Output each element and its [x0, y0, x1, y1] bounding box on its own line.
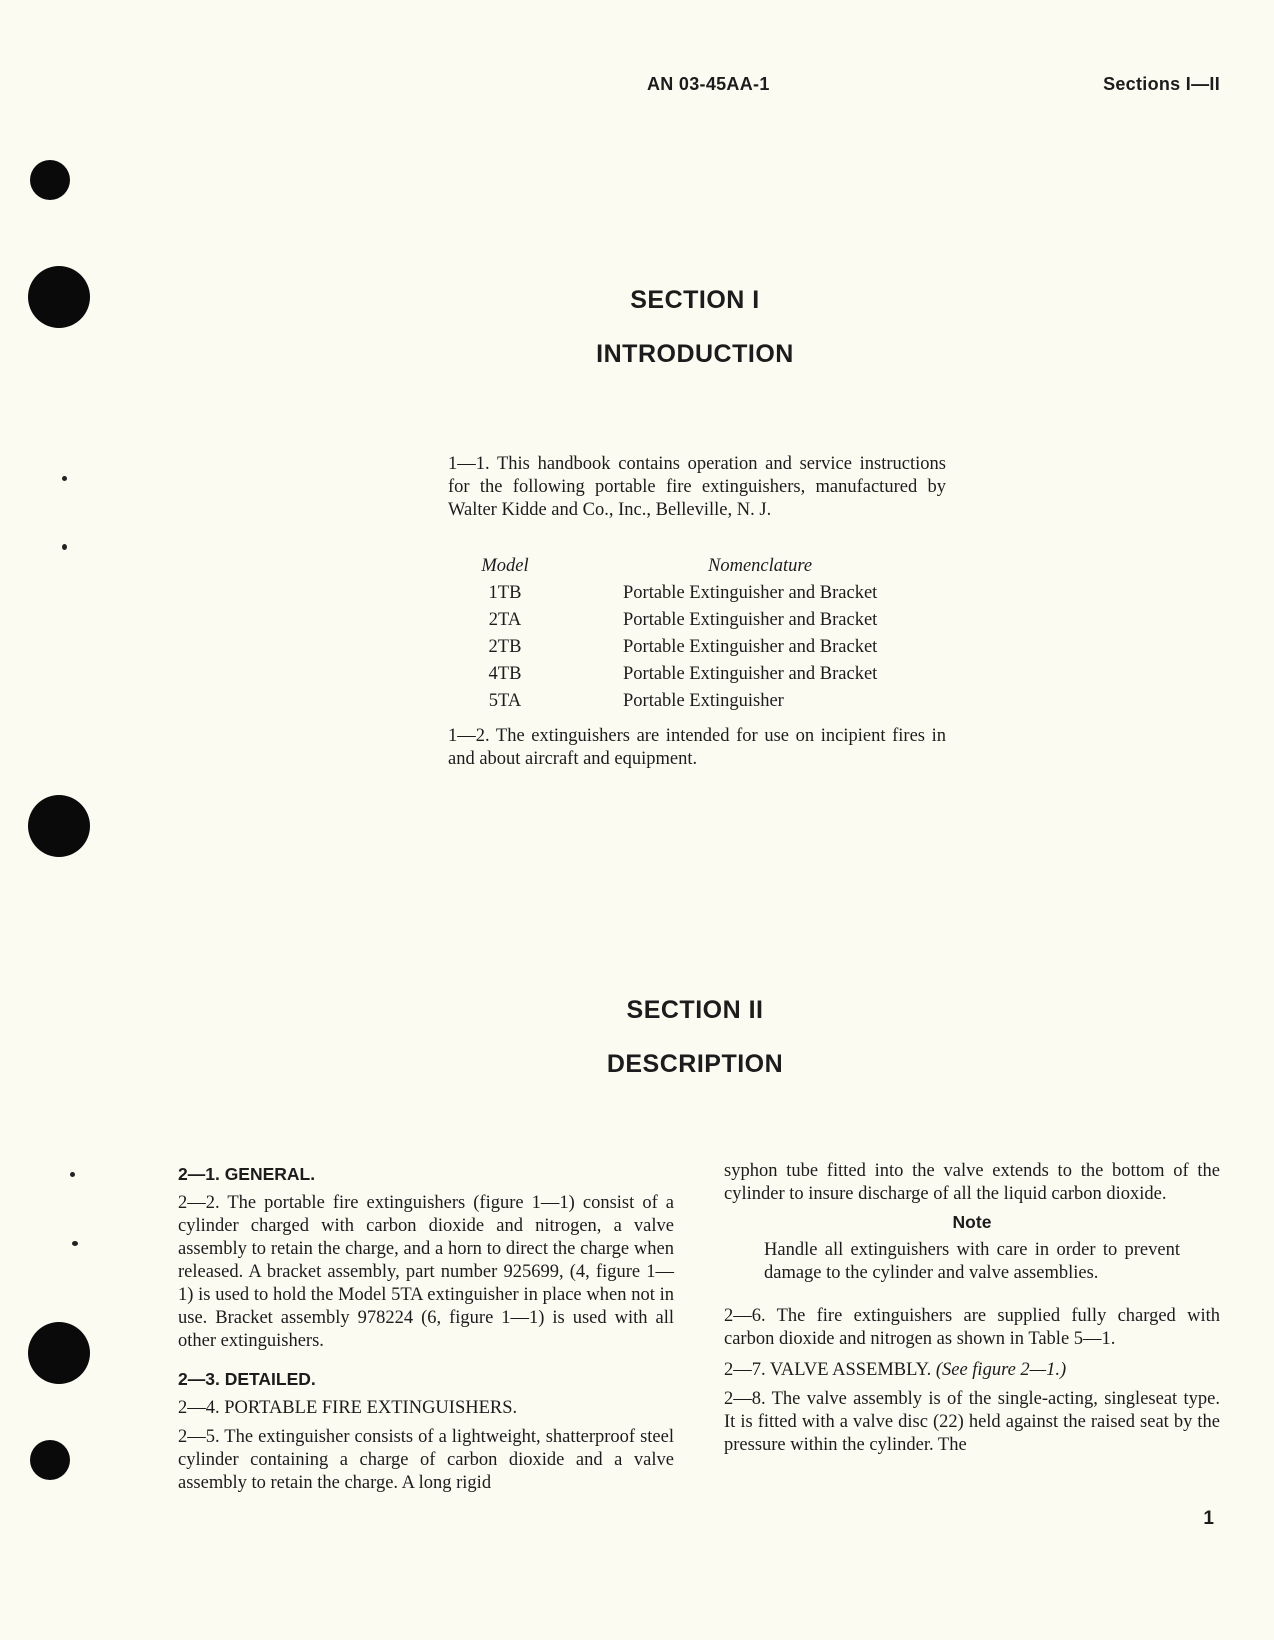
model-cell: 4TB: [488, 664, 522, 684]
figure-reference: (See figure 2—1.): [935, 1360, 1067, 1380]
note-body: Handle all extinguishers with care in order to prevent damage to the cylinder and valve assemblies.: [764, 1240, 1180, 1283]
left-column: [178, 1162, 674, 1495]
punch-hole: [30, 160, 70, 200]
paragraph-1-2: 1—2. The extinguishers are intended for use on incipient fires in and about aircraft and equipment.: [448, 726, 946, 769]
note-title: Note: [952, 1212, 992, 1232]
table-row: [448, 583, 946, 610]
speck: [72, 1241, 78, 1246]
paragraph-2-8: 2—8. The valve assembly is of the single-acting, singleseat type. It is fitted with a valve disc (22) held against the raised seat by the pressure within the cylinder. The: [724, 1389, 1220, 1455]
paragraph-1-1: 1—1. This handbook contains operation and service instructions for the following portable fire extinguishers, manufactured by Walter Kidde and Co., Inc., Belleville, N. J.: [448, 454, 946, 520]
sections-label: Sections I—II: [1103, 74, 1220, 94]
column-header-nomenclature: Nomenclature: [708, 556, 813, 576]
page-number: 1: [1203, 1508, 1214, 1529]
paragraph-2-6: 2—6. The fire extinguishers are supplied fully charged with carbon dioxide and nitrogen as shown in Table 5—1.: [724, 1306, 1220, 1349]
column-header-model: Model: [481, 556, 529, 576]
section-2-title: SECTION II: [626, 996, 764, 1024]
speck: [70, 1172, 75, 1177]
punch-hole: [30, 1440, 70, 1480]
nomenclature-cell: Portable Extinguisher and Bracket: [623, 583, 878, 603]
model-cell: 1TB: [488, 583, 522, 603]
nomenclature-cell: Portable Extinguisher and Bracket: [623, 664, 878, 684]
heading-2-1: 2—1. GENERAL.: [178, 1164, 316, 1184]
paragraph-2-7-label: 2—7. VALVE ASSEMBLY.: [724, 1360, 932, 1380]
paragraph-2-4: 2—4. PORTABLE FIRE EXTINGUISHERS.: [178, 1398, 518, 1418]
nomenclature-cell: Portable Extinguisher and Bracket: [623, 637, 878, 657]
right-column: [724, 1160, 1220, 1457]
models-table: [448, 556, 946, 718]
nomenclature-cell: Portable Extinguisher and Bracket: [623, 610, 878, 630]
speck: [62, 476, 67, 481]
heading-2-3: 2—3. DETAILED.: [178, 1369, 316, 1389]
table-row: [448, 664, 946, 691]
nomenclature-cell: Portable Extinguisher: [623, 691, 784, 711]
paragraph-2-5-continued: syphon tube fitted into the valve extends to the bottom of the cylinder to insure discharge of all the liquid carbon dioxide.: [724, 1161, 1220, 1204]
paragraph-2-7: [724, 1359, 1220, 1382]
model-cell: 2TA: [488, 610, 522, 630]
model-cell: 2TB: [488, 637, 522, 657]
section-1-title: SECTION I: [630, 286, 760, 314]
table-header-row: [448, 556, 946, 583]
table-row: [448, 691, 946, 718]
punch-hole: [28, 1322, 90, 1384]
table-row: [448, 610, 946, 637]
section-1-subtitle: INTRODUCTION: [596, 340, 794, 368]
doc-number: AN 03-45AA-1: [647, 74, 770, 94]
paragraph-2-5: 2—5. The extinguisher consists of a lightweight, shatterproof steel cylinder containing a charge of carbon dioxide and a valve assembly to retain the charge. A long rigid: [178, 1427, 674, 1493]
paragraph-2-2: 2—2. The portable fire extinguishers (figure 1—1) consist of a cylinder charged with carbon dioxide and nitrogen, a valve assembly to retain the charge, and a horn to direct the charge when released. A bracket assembly, part number 925699, (4, figure 1—1) is used to hold the Model 5TA extinguisher in place when not in use. Bracket assembly 978224 (6, figure 1—1) is used with all other extinguishers.: [178, 1193, 674, 1351]
speck: [62, 544, 67, 550]
table-row: [448, 637, 946, 664]
punch-hole: [28, 795, 90, 857]
section-2-subtitle: DESCRIPTION: [606, 1050, 784, 1078]
model-cell: 5TA: [488, 691, 522, 711]
